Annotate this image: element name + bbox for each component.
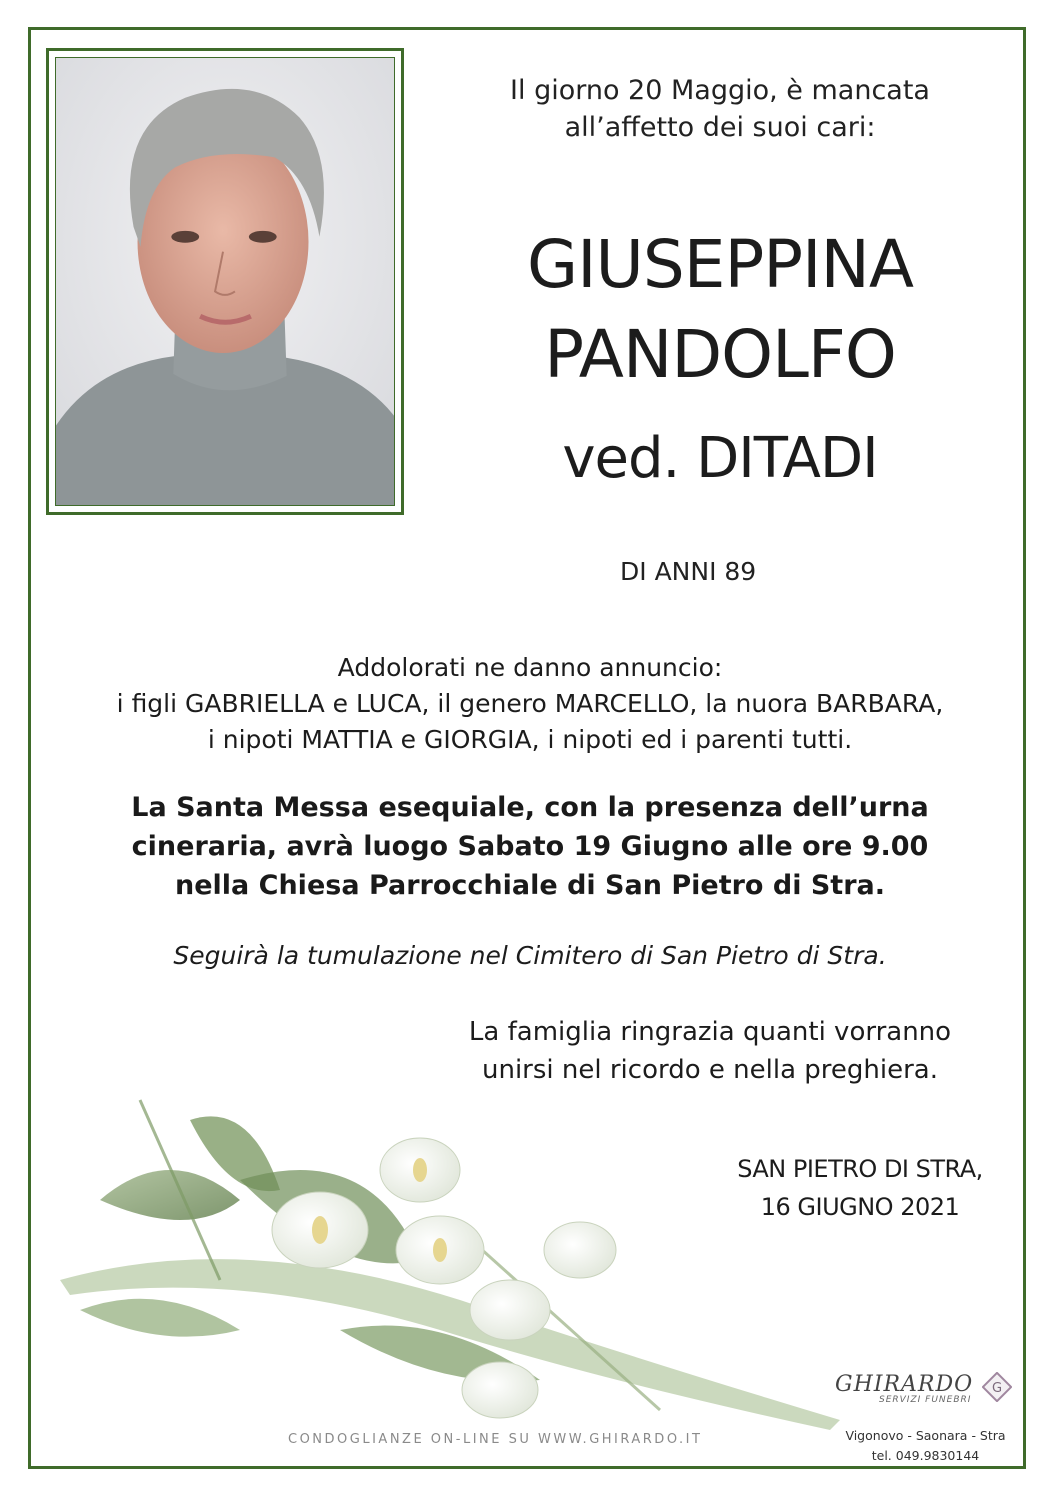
widow-of: ved. DITADI: [562, 426, 878, 491]
announcement: [60, 650, 1000, 758]
portrait-frame: [46, 48, 404, 515]
thanks-line-2: unirsi nel ricordo e nella preghiera.: [482, 1055, 938, 1085]
thanks-text: [440, 1013, 980, 1089]
emblem-letter: G: [991, 1381, 1003, 1396]
last-name: PANDOLFO: [544, 316, 896, 393]
portrait-photo: [55, 57, 395, 506]
phone: tel. 049.9830144: [871, 1448, 980, 1463]
intro-line-1: Il giorno 20 Maggio, è mancata: [510, 75, 930, 106]
age: DI ANNI 89: [620, 557, 757, 586]
mass-line-1: La Santa Messa esequiale, con la presenza dell’urna: [131, 792, 929, 823]
thanks-line-1: La famiglia ringrazia quanti vorranno: [468, 1017, 952, 1047]
deceased-name: [470, 220, 970, 400]
announcement-line-3: i nipoti MATTIA e GIORGIA, i nipoti ed i parenti tutti.: [207, 725, 853, 754]
date: 16 GIUGNO 2021: [760, 1193, 960, 1221]
intro-text: [470, 72, 970, 146]
mass-info: [60, 788, 1000, 905]
announcement-line-2: i figli GABRIELLA e LUCA, il genero MARCELLO, la nuora BARBARA,: [116, 689, 944, 718]
intro-line-2: all’affetto dei suoi cari:: [564, 112, 876, 143]
funeral-home-subtitle: SERVIZI FUNEBRI: [879, 1395, 972, 1405]
place-date: [690, 1150, 1030, 1226]
first-name: GIUSEPPINA: [526, 226, 914, 303]
funeral-home-contact: [843, 1426, 1008, 1466]
condolences-footer: CONDOGLIANZE ON-LINE SU WWW.GHIRARDO.IT: [288, 1432, 703, 1447]
funeral-home-logo: [835, 1372, 1025, 1405]
diamond-emblem-icon: [982, 1372, 1012, 1402]
burial-info: Seguirà la tumulazione nel Cimitero di San Pietro di Stra.: [173, 941, 887, 970]
mass-line-2: cineraria, avrà luogo Sabato 19 Giugno alle ore 9.00: [131, 831, 929, 862]
mass-line-3: nella Chiesa Parrocchiale di San Pietro di Stra.: [174, 870, 885, 901]
locations: Vigonovo - Saonara - Stra: [845, 1428, 1006, 1443]
calla-lilies-illustration: [40, 1080, 860, 1460]
announcement-line-1: Addolorati ne danno annuncio:: [337, 653, 723, 682]
funeral-home-name: GHIRARDO: [835, 1372, 974, 1397]
place: SAN PIETRO DI STRA,: [737, 1155, 983, 1183]
